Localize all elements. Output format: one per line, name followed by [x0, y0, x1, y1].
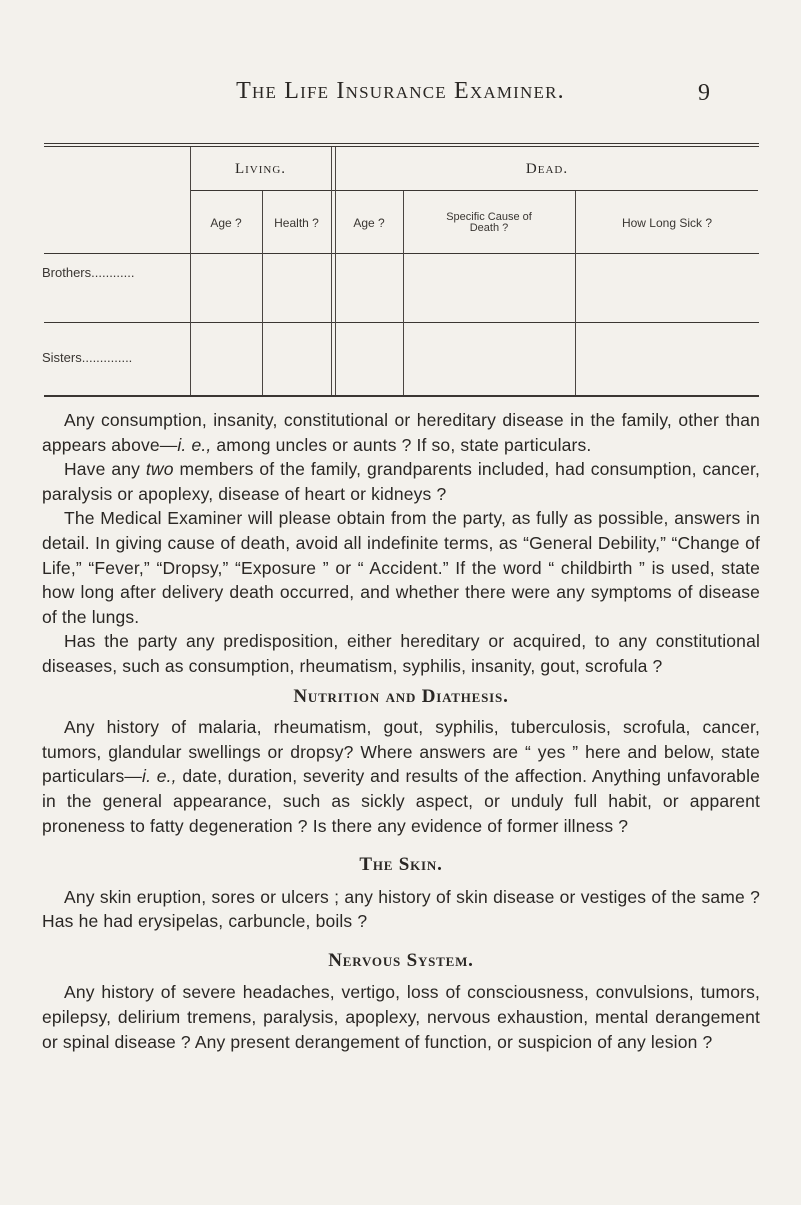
body-text: [42, 408, 760, 1054]
column-header-health: Health ?: [274, 216, 319, 230]
table-row-rule: [44, 322, 759, 323]
table-top-rule: [44, 146, 759, 147]
page-number: 9: [698, 80, 710, 106]
row-label-sisters: Sisters..............: [42, 350, 133, 365]
column-header-age-living: Age ?: [210, 216, 242, 230]
paragraph-nervous-system: Any history of severe headaches, vertigo, loss of consciousness, convulsions, tumors, epilepsy, delirium tremens, paralysis, apoplexy, nervous exhaustion, mental derangement or spinal disease ? Any present derangement of function, or suspicion of any lesion ?: [42, 982, 760, 1052]
heading-nervous-system: Nervous System.: [328, 949, 474, 971]
table-column-rule: [190, 147, 191, 395]
table-top-rule: [44, 143, 759, 144]
heading-skin: The Skin.: [359, 854, 443, 876]
paragraph-family-disease: Any consumption, insanity, constitutional or hereditary disease in the family, other than appears above—i. e., among uncles or aunts ? If so, state particulars.: [42, 410, 760, 455]
table-header-rule: [44, 253, 759, 254]
paragraph-examiner-instructions: The Medical Examiner will please obtain from the party, as fully as possible, answers in detail. In giving cause of death, avoid all indefinite terms, as “General Debility,” “Change of Life,” “Fever,” “Dropsy,” “Exposure ” or “ Accident.” If the word “ childbirth ” is used, state how long after delivery death occurred, and whether there were any symptoms of disease of the lungs.: [42, 508, 760, 627]
row-label-brothers: Brothers............: [42, 265, 135, 280]
column-group-dead: Dead.: [525, 161, 569, 177]
column-header-age-dead: Age ?: [353, 216, 385, 230]
column-group-living: Living.: [234, 161, 287, 177]
paragraph-predisposition: Has the party any predisposition, either hereditary or acquired, to any constitutional diseases, such as consumption, rheumatism, syphilis, insanity, gout, scrofula ?: [42, 631, 760, 676]
cause-of-death-line-2: Death ?: [469, 222, 509, 234]
table-column-rule: [331, 147, 332, 395]
running-title: The Life Insurance Examiner.: [236, 78, 565, 104]
table-bottom-rule: [44, 395, 759, 397]
paragraph-nutrition-history: Any history of malaria, rheumatism, gout, syphilis, tuberculosis, scrofula, cancer, tumors, glandular swellings or dropsy? Where answers are “ yes ” here and below, state particulars—i. e., date, duration, severity and results of the affection. Anything unfavorable in the general appearance, such as sickly aspect, or unduly full habit, or apparent proneness to fatty degeneration ? Is there any evidence of former illness ?: [42, 717, 760, 836]
page-header: [0, 78, 801, 108]
heading-nutrition-diathesis: Nutrition and Diathesis.: [293, 685, 509, 707]
table-column-rule: [335, 147, 336, 395]
cause-of-death-line-1: Specific Cause of: [446, 211, 532, 223]
column-header-cause-of-death: [403, 212, 575, 234]
paragraph-two-members: Have any two members of the family, grandparents included, had consumption, cancer, paralysis or apoplexy, disease of heart or kidneys ?: [42, 459, 760, 504]
column-header-how-long-sick: How Long Sick ?: [621, 216, 713, 230]
table-group-rule: [190, 190, 758, 191]
paragraph-skin: Any skin eruption, sores or ulcers ; any history of skin disease or vestiges of the same ? Has he had erysipelas, carbuncle, boils ?: [42, 886, 760, 932]
